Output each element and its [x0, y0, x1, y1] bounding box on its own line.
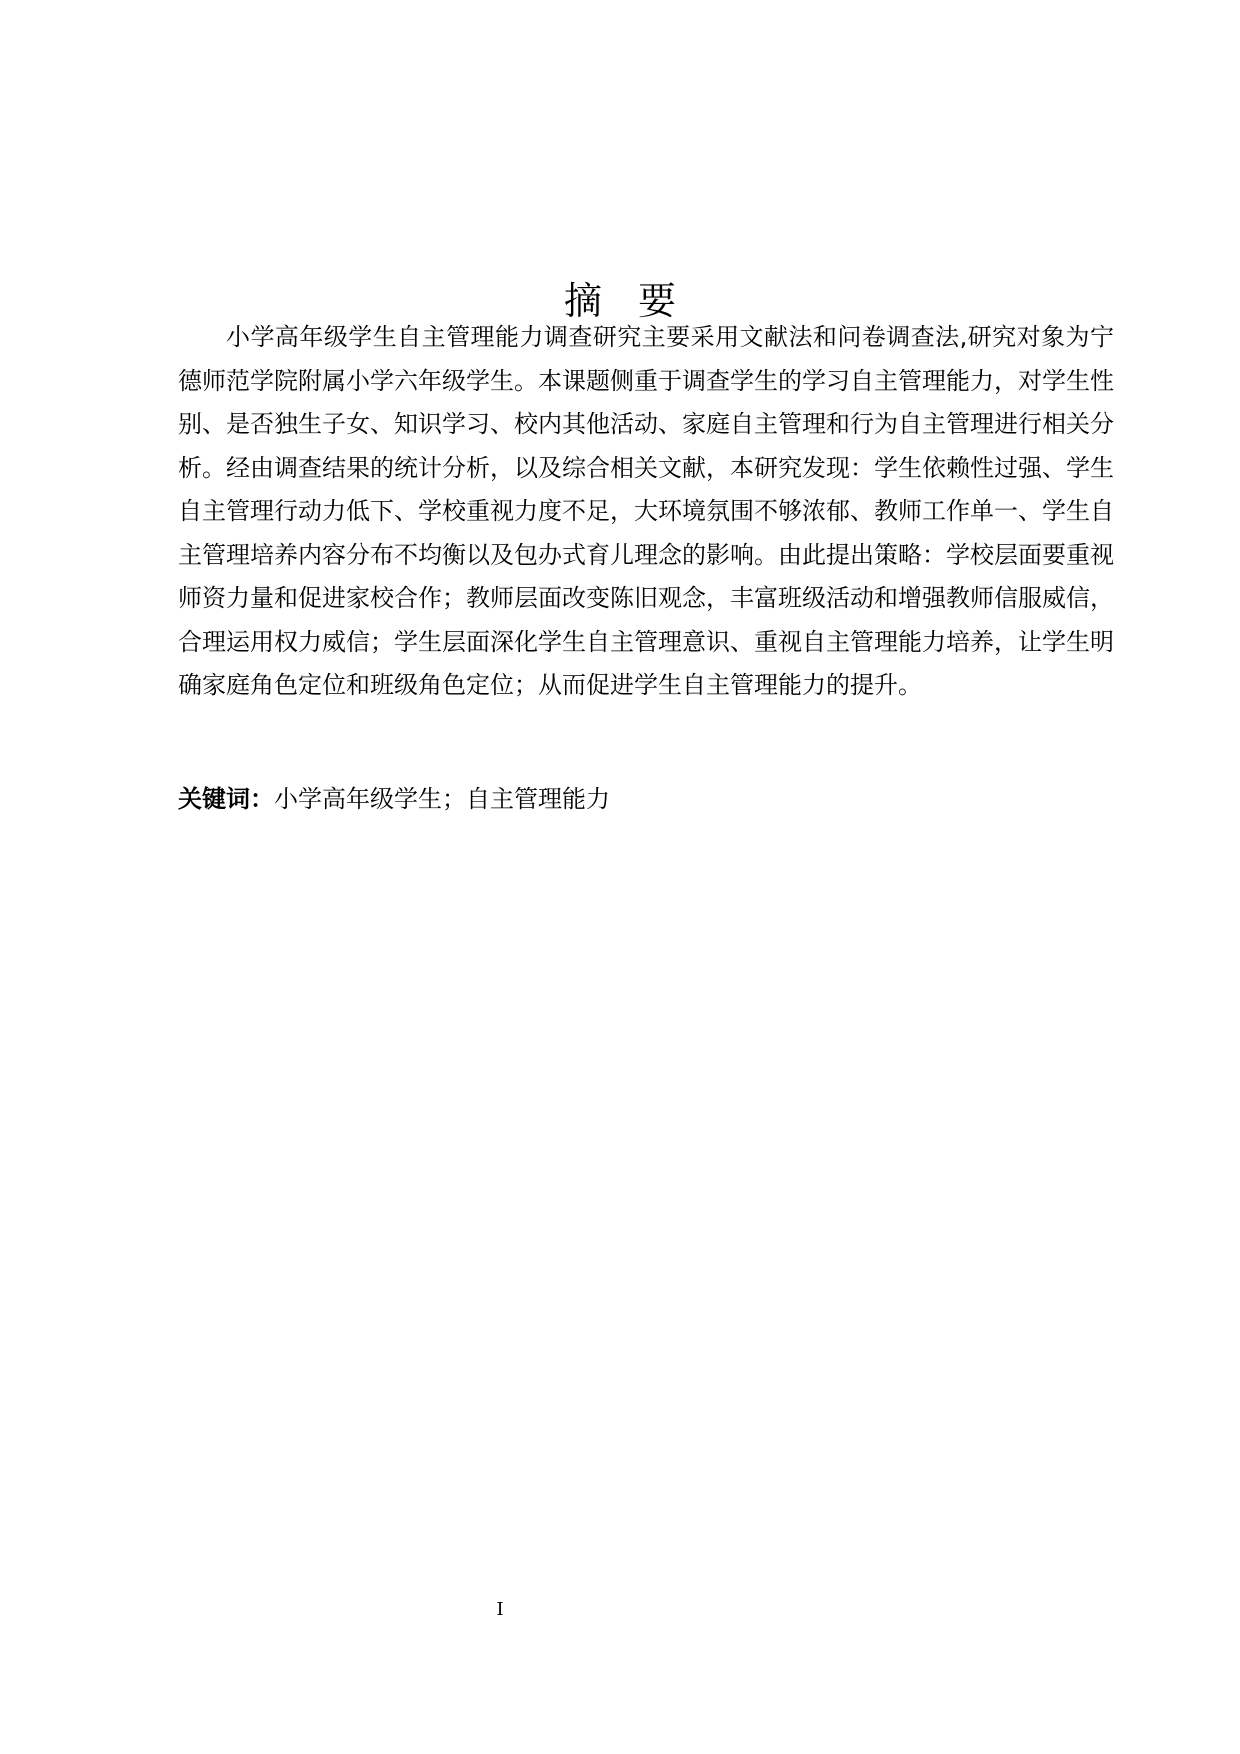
title-char-1: 摘 [563, 279, 602, 324]
keywords-line [178, 778, 1114, 821]
abstract-body: 小学高年级学生自主管理能力调查研究主要采用文献法和问卷调查法,研究对象为宁德师范学院附属小学六年级学生。本课题侧重于调查学生的学习自主管理能力，对学生性别、是否独生子女、知识学习、校内其他活动、家庭自主管理和行为自主管理进行相关分析。经由调查结果的统计分析，以及综合相关文献，本研究发现：学生依赖性过强、学生自主管理行动力低下、学校重视力度不足，大环境氛围不够浓郁、教师工作单一、学生自主管理培养内容分布不均衡以及包办式育儿理念的影响。由此提出策略：学校层面要重视师资力量和促进家校合作；教师层面改变陈旧观念，丰富班级活动和增强教师信服威信，合理运用权力威信；学生层面深化学生自主管理意识、重视自主管理能力培养，让学生明确家庭角色定位和班级角色定位；从而促进学生自主管理能力的提升。 [178, 323, 1114, 699]
title-char-2: 要 [638, 279, 677, 324]
keywords-label: 关键词： [178, 785, 274, 813]
page-number: I [496, 1599, 504, 1620]
keywords-value: 小学高年级学生；自主管理能力 [274, 785, 610, 813]
